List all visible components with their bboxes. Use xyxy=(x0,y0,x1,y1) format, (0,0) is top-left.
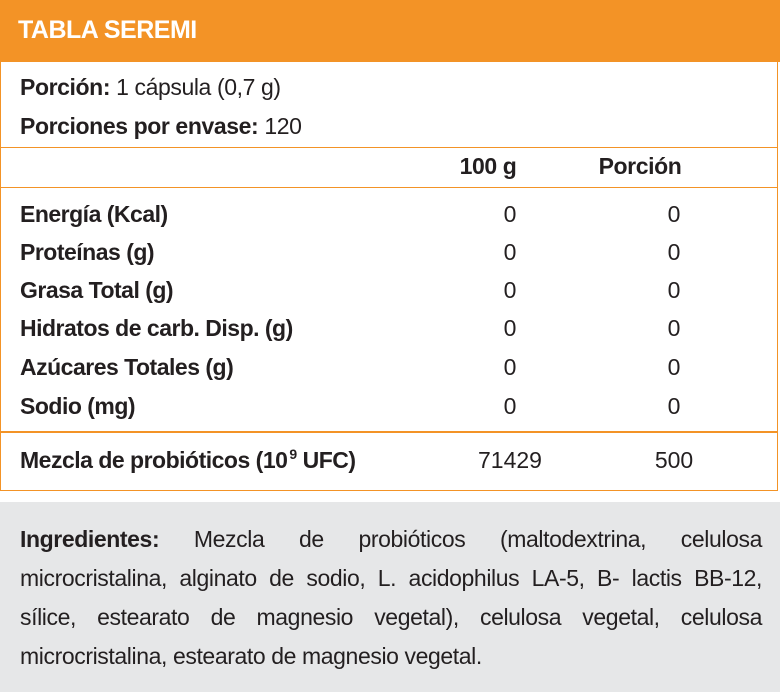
divider xyxy=(0,187,778,188)
ingredients-text xyxy=(20,520,762,676)
nutrient-value-100g: 0 xyxy=(503,201,517,227)
probiotics-row xyxy=(0,447,778,485)
column-header-portion: Porción xyxy=(598,153,682,179)
nutrient-name: Energía (Kcal) xyxy=(20,201,168,227)
table-row xyxy=(0,277,778,315)
table-row xyxy=(0,393,778,431)
nutrient-value-100g: 0 xyxy=(503,393,517,419)
ingredients-label: Ingredientes: xyxy=(20,526,160,552)
nutrient-value-100g: 0 xyxy=(503,277,517,303)
probiotics-name xyxy=(20,447,356,474)
probiotics-value-100g: 71429 xyxy=(478,447,542,473)
nutrient-value-100g: 0 xyxy=(503,354,517,380)
nutrient-name: Grasa Total (g) xyxy=(20,277,174,303)
divider xyxy=(0,147,778,148)
nutrient-value-portion: 0 xyxy=(667,239,681,265)
probiotics-name-start: Mezcla de probióticos (10 xyxy=(20,447,288,473)
nutrient-value-portion: 0 xyxy=(667,277,681,303)
nutrient-value-100g: 0 xyxy=(503,239,517,265)
nutrient-name: Proteínas (g) xyxy=(20,239,155,265)
servings-per-container-label: Porciones por envase: xyxy=(20,113,259,139)
nutrient-value-portion: 0 xyxy=(667,354,681,380)
nutrient-name: Sodio (mg) xyxy=(20,393,136,419)
probiotics-exponent: 9 xyxy=(289,446,297,462)
ingredients-panel xyxy=(0,502,780,692)
serving-size xyxy=(20,74,281,101)
nutrient-value-portion: 0 xyxy=(667,315,681,341)
table-title: TABLA SEREMI xyxy=(18,16,197,44)
nutrient-value-portion: 0 xyxy=(667,201,681,227)
nutrient-value-100g: 0 xyxy=(503,315,517,341)
table-row xyxy=(0,201,778,239)
nutrient-value-portion: 0 xyxy=(667,393,681,419)
table-row xyxy=(0,239,778,277)
probiotics-name-end: UFC) xyxy=(296,447,356,473)
serving-size-value: 1 cápsula (0,7 g) xyxy=(116,74,281,100)
divider xyxy=(0,431,778,433)
table-row xyxy=(0,315,778,353)
ingredients-list: Mezcla de probióticos (maltodextrina, celulosa microcristalina, alginato de sodio, L. acidophilus LA-5, B- lactis BB-12, sílice, estearato de magnesio vegetal), celulosa vegetal, celulosa microcristalina, estearato de magnesio vegetal. xyxy=(20,526,762,669)
nutrient-name: Hidratos de carb. Disp. (g) xyxy=(20,315,293,341)
column-header-100g: 100 g xyxy=(459,153,517,179)
probiotics-value-portion: 500 xyxy=(654,447,694,473)
table-row xyxy=(0,354,778,392)
serving-size-label: Porción: xyxy=(20,74,111,100)
servings-per-container-value: 120 xyxy=(264,113,302,139)
servings-per-container xyxy=(20,113,302,140)
title-bar xyxy=(0,0,780,62)
nutrient-name: Azúcares Totales (g) xyxy=(20,354,234,380)
